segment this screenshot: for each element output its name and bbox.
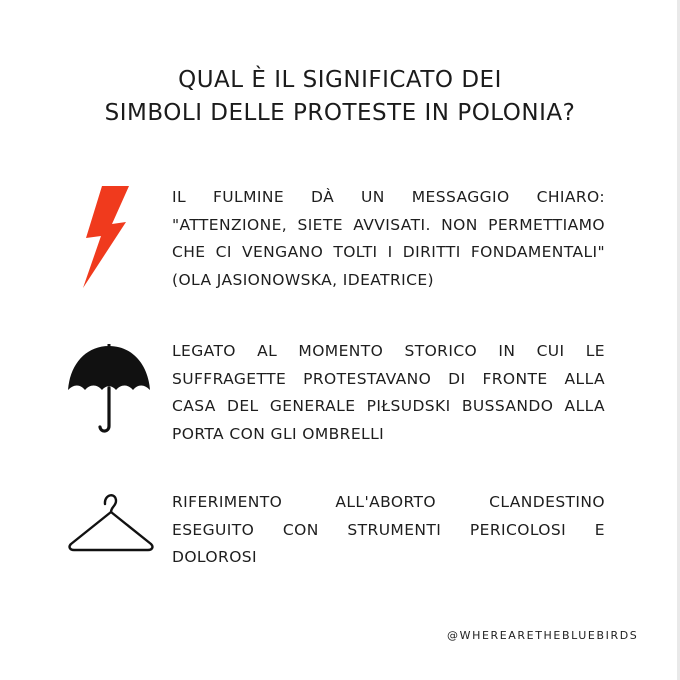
description-line: (OLA JASIONOWSKA, IDEATRICE) xyxy=(172,270,434,289)
author-credit: @WHEREARETHEBLUEBIRDS xyxy=(447,629,639,642)
description-line: ESEGUITO CON STRUMENTI PERICOLOSI E xyxy=(172,520,605,539)
symbol-description xyxy=(172,338,605,448)
symbol-description xyxy=(172,489,605,572)
description-line: PORTA CON GLI OMBRELLI xyxy=(172,424,385,443)
symbol-description xyxy=(172,184,605,294)
title-line: QUAL È IL SIGNIFICATO DEI xyxy=(178,67,502,93)
umbrella-icon xyxy=(66,344,152,436)
description-line: RIFERIMENTO ALL'ABORTO CLANDESTINO xyxy=(172,493,605,511)
description-line: LEGATO AL MOMENTO STORICO IN CUI LE xyxy=(172,342,605,360)
coat-hanger-icon xyxy=(66,488,156,554)
description-line: CHE CI VENGANO TOLTI I DIRITTI FONDAMENTALI" xyxy=(172,243,605,261)
description-line: SUFFRAGETTE PROTESTAVANO DI FRONTE ALLA xyxy=(172,369,605,388)
lightning-bolt-icon xyxy=(80,186,132,290)
description-line: CASA DEL GENERALE PIŁSUDSKI BUSSANDO ALLA xyxy=(172,397,605,415)
page-title xyxy=(40,64,640,130)
description-line: IL FULMINE DÀ UN MESSAGGIO CHIARO: xyxy=(172,188,605,206)
description-line: DOLOROSI xyxy=(172,548,257,566)
description-line: "ATTENZIONE, SIETE AVVISATI. NON PERMETTIAMO xyxy=(172,215,605,234)
title-line: SIMBOLI DELLE PROTESTE IN POLONIA? xyxy=(104,100,576,126)
